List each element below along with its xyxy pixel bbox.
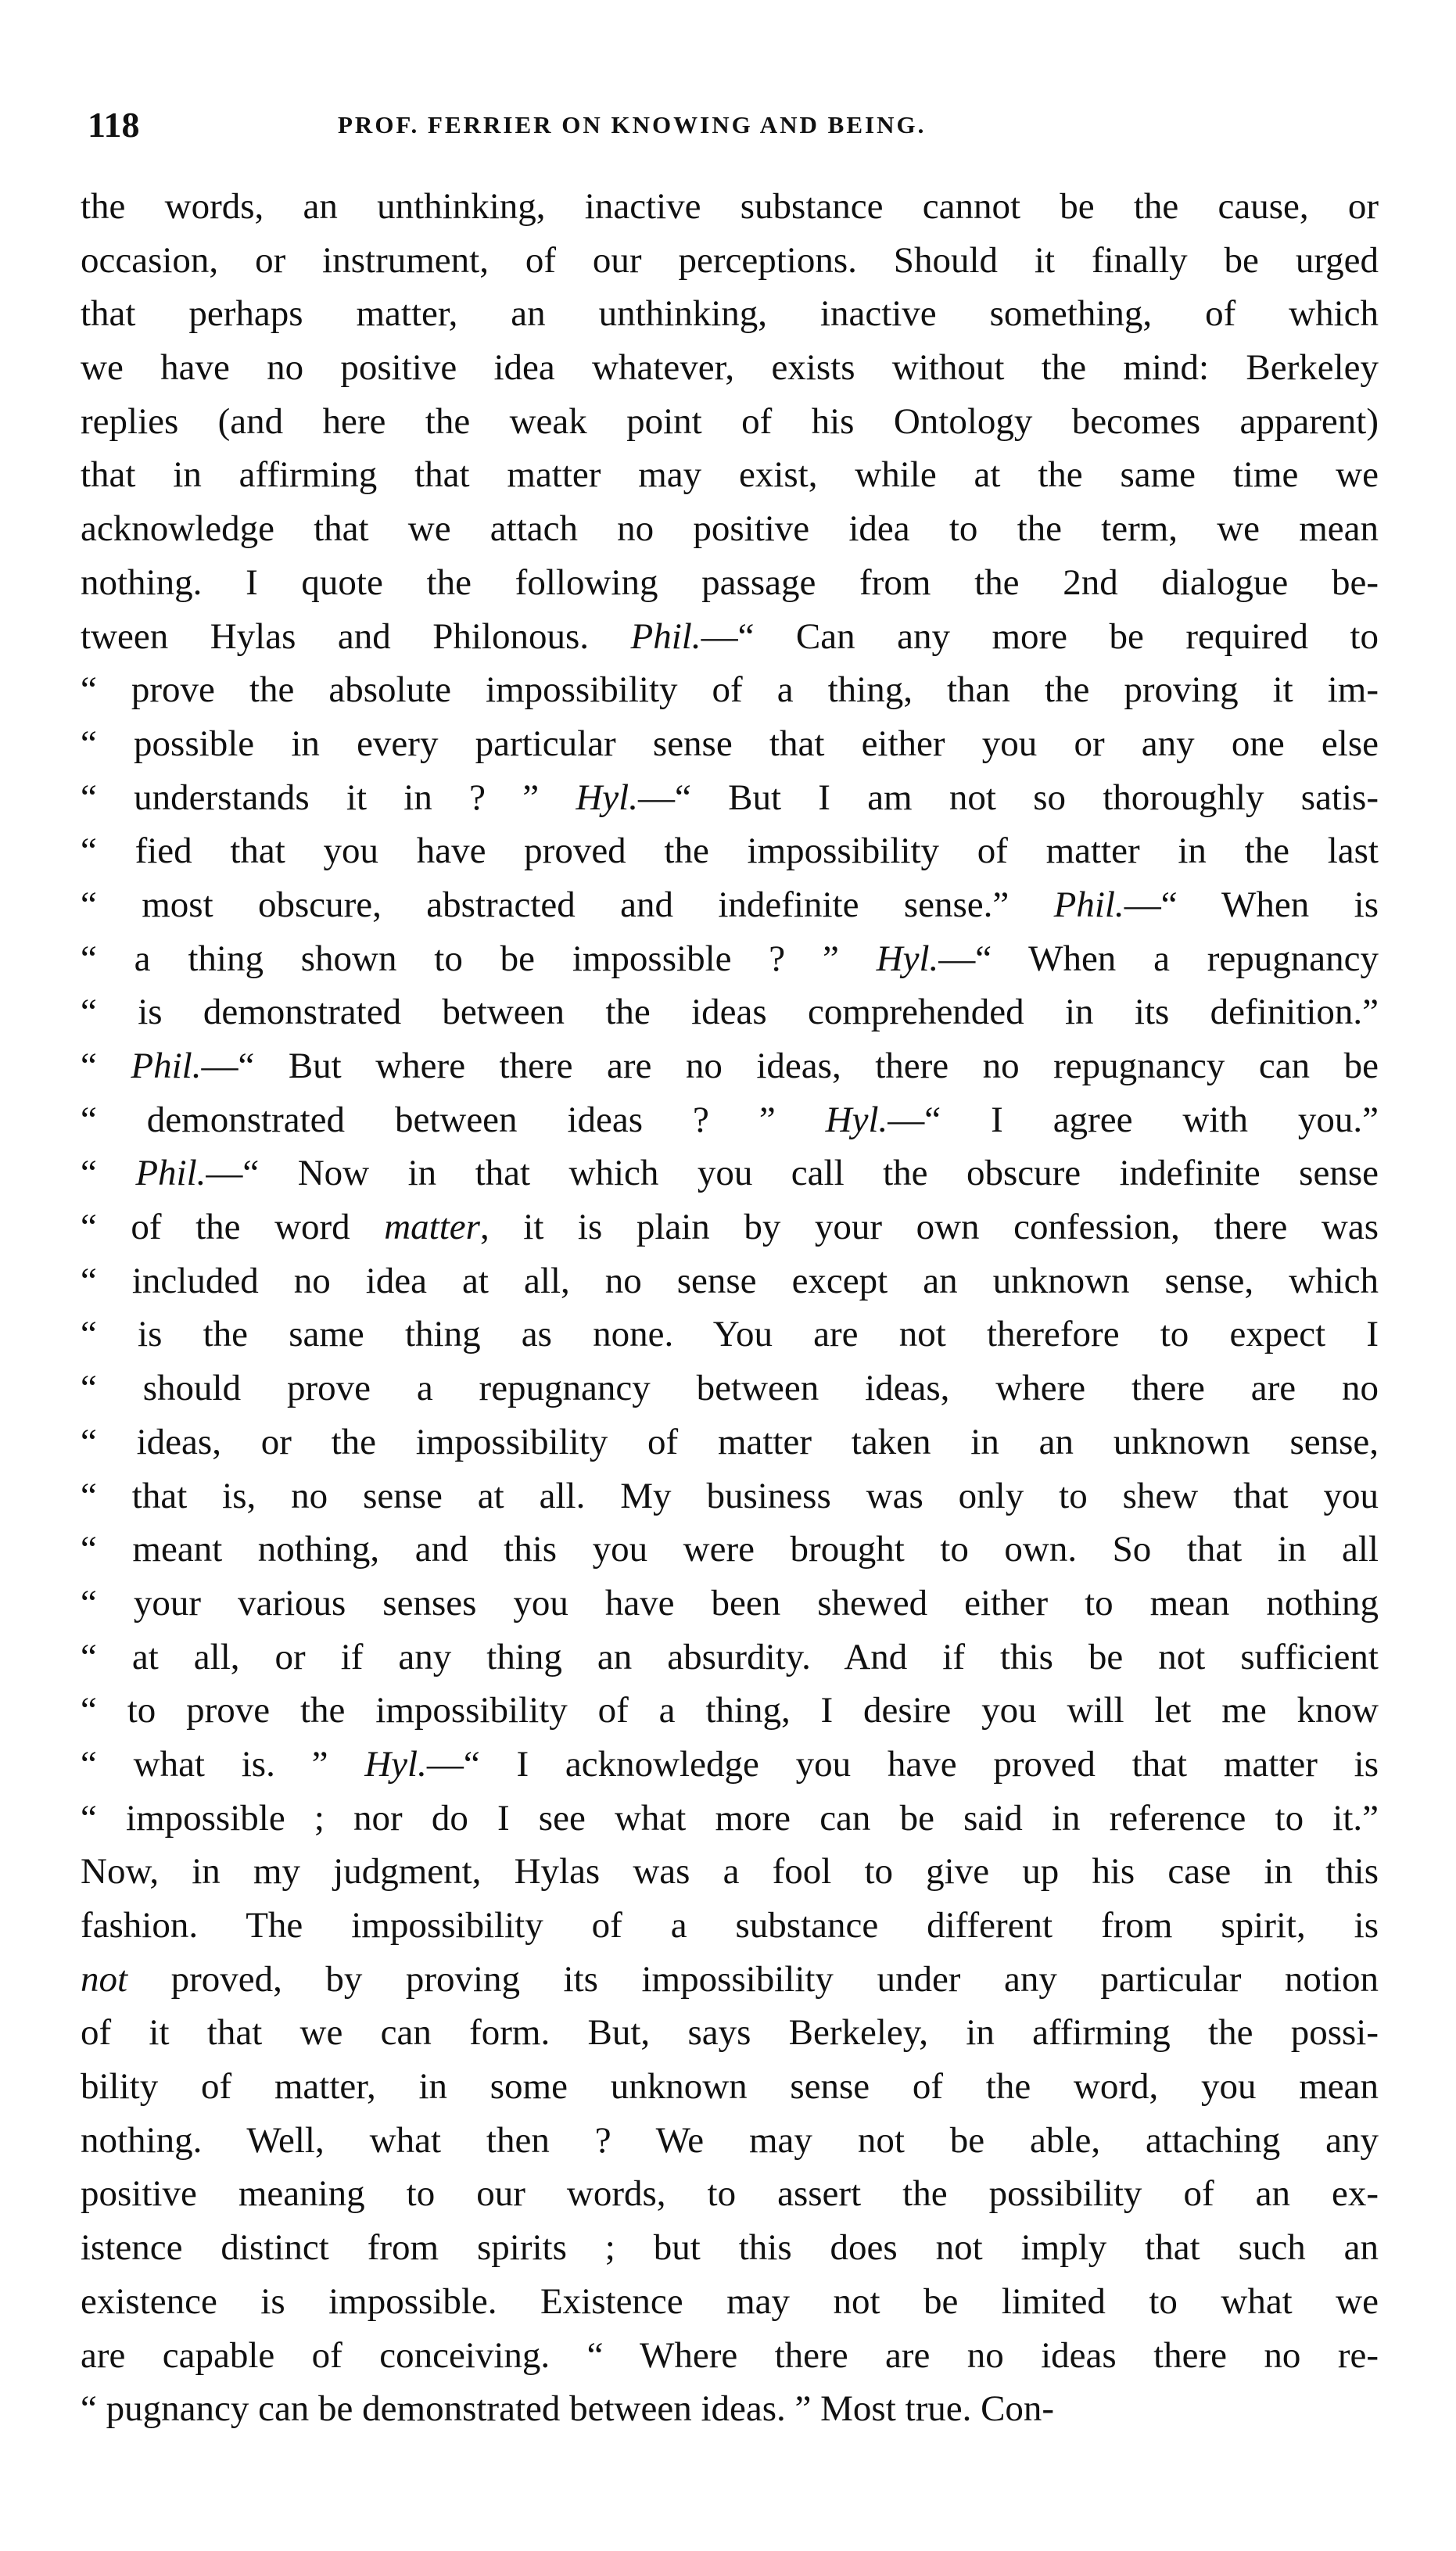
text-line (81, 2060, 1379, 2114)
text-segment: —“ I agree with you.” (888, 1099, 1379, 1140)
text-segment: nothing. Well, what then ? We may not be able, attaching any (81, 2119, 1379, 2161)
italic-text: Hyl. (576, 777, 638, 818)
text-segment: existence is impossible. Existence may not be limited to what we (81, 2280, 1379, 2322)
text-segment: —“ When is (1124, 884, 1379, 925)
text-line (81, 663, 1379, 717)
text-segment: acknowledge that we attach no positive idea to the term, we mean (81, 508, 1379, 550)
text-segment: we have no positive idea whatever, exists without the mind: Berkeley (81, 347, 1379, 389)
text-line (81, 1899, 1379, 1953)
page-number: 118 (88, 105, 140, 145)
text-line (81, 878, 1379, 932)
text-line (81, 1738, 1379, 1792)
text-line (81, 1953, 1379, 2007)
text-segment: “ is demonstrated between the ideas comprehended in its definition.” (81, 992, 1379, 1033)
running-title: PROF. FERRIER ON KNOWING AND BEING. (338, 111, 927, 138)
text-line (81, 1631, 1379, 1685)
text-line (81, 2329, 1379, 2383)
italic-text: Hyl. (876, 938, 939, 979)
text-segment: “ that is, no sense at all. My business was only to shew that you (81, 1475, 1379, 1516)
text-segment: “ included no idea at all, no sense except an unknown sense, which (81, 1260, 1379, 1301)
text-segment: “ (81, 1046, 131, 1086)
text-line (81, 1254, 1379, 1308)
italic-text: Phil. (1053, 884, 1124, 925)
text-line (81, 1792, 1379, 1846)
text-line (81, 1577, 1379, 1631)
text-segment: replies (and here the weak point of his Ontology becomes apparent) (81, 400, 1379, 442)
text-line (81, 1845, 1379, 1899)
italic-text: Phil. (131, 1046, 202, 1086)
text-line (81, 2221, 1379, 2275)
text-line (81, 1469, 1379, 1523)
text-segment: “ meant nothing, and this you were brought to own. So that in all (81, 1529, 1379, 1570)
text-segment: —“ But I am not so thoroughly satis- (637, 777, 1379, 818)
text-line (81, 1200, 1379, 1254)
text-segment: “ pugnancy can be demonstrated between ideas. ” Most true. Con- (81, 2388, 1055, 2430)
text-segment: positive meaning to our words, to assert the possibility of an ex- (81, 2173, 1379, 2215)
text-line (81, 2382, 1379, 2436)
text-segment: —“ When a repugnancy (938, 938, 1379, 979)
text-segment: tween Hylas and Philonous. (81, 615, 631, 657)
text-segment: “ to prove the impossibility of a thing, I desire you will let me know (81, 1690, 1379, 1731)
text-segment: “ fied that you have proved the impossibility of matter in the last (81, 831, 1379, 872)
text-segment: proved, by proving its impossibility under any particular notion (127, 1958, 1379, 2000)
text-line (81, 341, 1379, 395)
text-line (81, 1146, 1379, 1200)
text-line (81, 1684, 1379, 1738)
italic-text: Hyl. (364, 1743, 427, 1785)
running-head (88, 100, 1382, 150)
text-segment: occasion, or instrument, of our perceptions. Should it finally be urged (81, 239, 1379, 281)
text-line (81, 556, 1379, 610)
text-line (81, 1308, 1379, 1362)
text-segment: “ ideas, or the impossibility of matter taken in an unknown sense, (81, 1421, 1379, 1462)
text-line (81, 2006, 1379, 2060)
text-segment: —“ But where there are no ideas, there no repugnancy can be (201, 1046, 1379, 1086)
text-segment: “ most obscure, abstracted and indefinite sense.” (81, 884, 1054, 925)
text-line (81, 2114, 1379, 2168)
text-segment: that in affirming that matter may exist, while at the same time we (81, 454, 1379, 496)
text-segment: that perhaps matter, an unthinking, inactive something, of which (81, 293, 1379, 335)
text-segment: , it is plain by your own confession, there was (479, 1207, 1379, 1248)
text-line (81, 2275, 1379, 2329)
italic-text: Phil. (135, 1153, 206, 1194)
text-line (81, 180, 1379, 234)
text-segment: “ demonstrated between ideas ? ” (81, 1099, 826, 1140)
text-line (81, 1415, 1379, 1469)
text-segment: —“ I acknowledge you have proved that matter is (426, 1743, 1379, 1785)
text-segment: “ possible in every particular sense that either you or any one else (81, 723, 1379, 764)
text-segment: “ is the same thing as none. You are not therefore to expect I (81, 1314, 1379, 1355)
text-segment: fashion. The impossibility of a substance different from spirit, is (81, 1905, 1379, 1946)
text-segment: are capable of conceiving. “ Where there are no ideas there no re- (81, 2334, 1379, 2376)
text-segment: “ understands it in ? ” (81, 777, 576, 818)
text-segment: “ (81, 1153, 136, 1194)
text-line (81, 1093, 1379, 1147)
text-segment: Now, in my judgment, Hylas was a fool to give up his case in this (81, 1851, 1379, 1893)
text-segment: —“ Now in that which you call the obscure indefinite sense (206, 1153, 1379, 1194)
text-line (81, 717, 1379, 771)
text-line (81, 1523, 1379, 1577)
text-segment: nothing. I quote the following passage from the 2nd dialogue be- (81, 562, 1379, 603)
italic-text: Hyl. (825, 1099, 888, 1140)
italic-text: not (81, 1958, 128, 2000)
text-line (81, 2167, 1379, 2221)
text-segment: “ prove the absolute impossibility of a thing, than the proving it im- (81, 669, 1379, 711)
text-segment: “ what is. ” (81, 1743, 365, 1785)
text-line (81, 824, 1379, 878)
text-line (81, 448, 1379, 502)
body-text (81, 180, 1379, 2436)
text-segment: “ your various senses you have been shewed either to mean nothing (81, 1582, 1379, 1624)
text-segment: “ impossible ; nor do I see what more can be said in reference to it.” (81, 1797, 1379, 1839)
text-segment: “ should prove a repugnancy between ideas, where there are no (81, 1368, 1379, 1409)
text-line (81, 395, 1379, 449)
text-segment: “ of the word (81, 1207, 385, 1248)
text-line (81, 1362, 1379, 1415)
text-line (81, 771, 1379, 825)
text-line (81, 502, 1379, 556)
text-line (81, 985, 1379, 1039)
text-line (81, 287, 1379, 341)
text-segment: “ a thing shown to be impossible ? ” (81, 938, 877, 979)
text-segment: of it that we can form. But, says Berkeley, in affirming the possi- (81, 2012, 1379, 2054)
text-segment: istence distinct from spirits ; but this does not imply that such an (81, 2227, 1379, 2269)
text-line (81, 610, 1379, 664)
italic-text: matter (384, 1207, 480, 1248)
text-segment: bility of matter, in some unknown sense of the word, you mean (81, 2066, 1379, 2108)
text-segment: “ at all, or if any thing an absurdity. And if this be not sufficient (81, 1636, 1379, 1677)
text-segment: the words, an unthinking, inactive substance cannot be the cause, or (81, 186, 1379, 227)
italic-text: Phil. (630, 615, 701, 657)
text-segment: —“ Can any more be required to (701, 615, 1379, 657)
text-line (81, 932, 1379, 986)
text-line (81, 1039, 1379, 1093)
text-line (81, 234, 1379, 288)
